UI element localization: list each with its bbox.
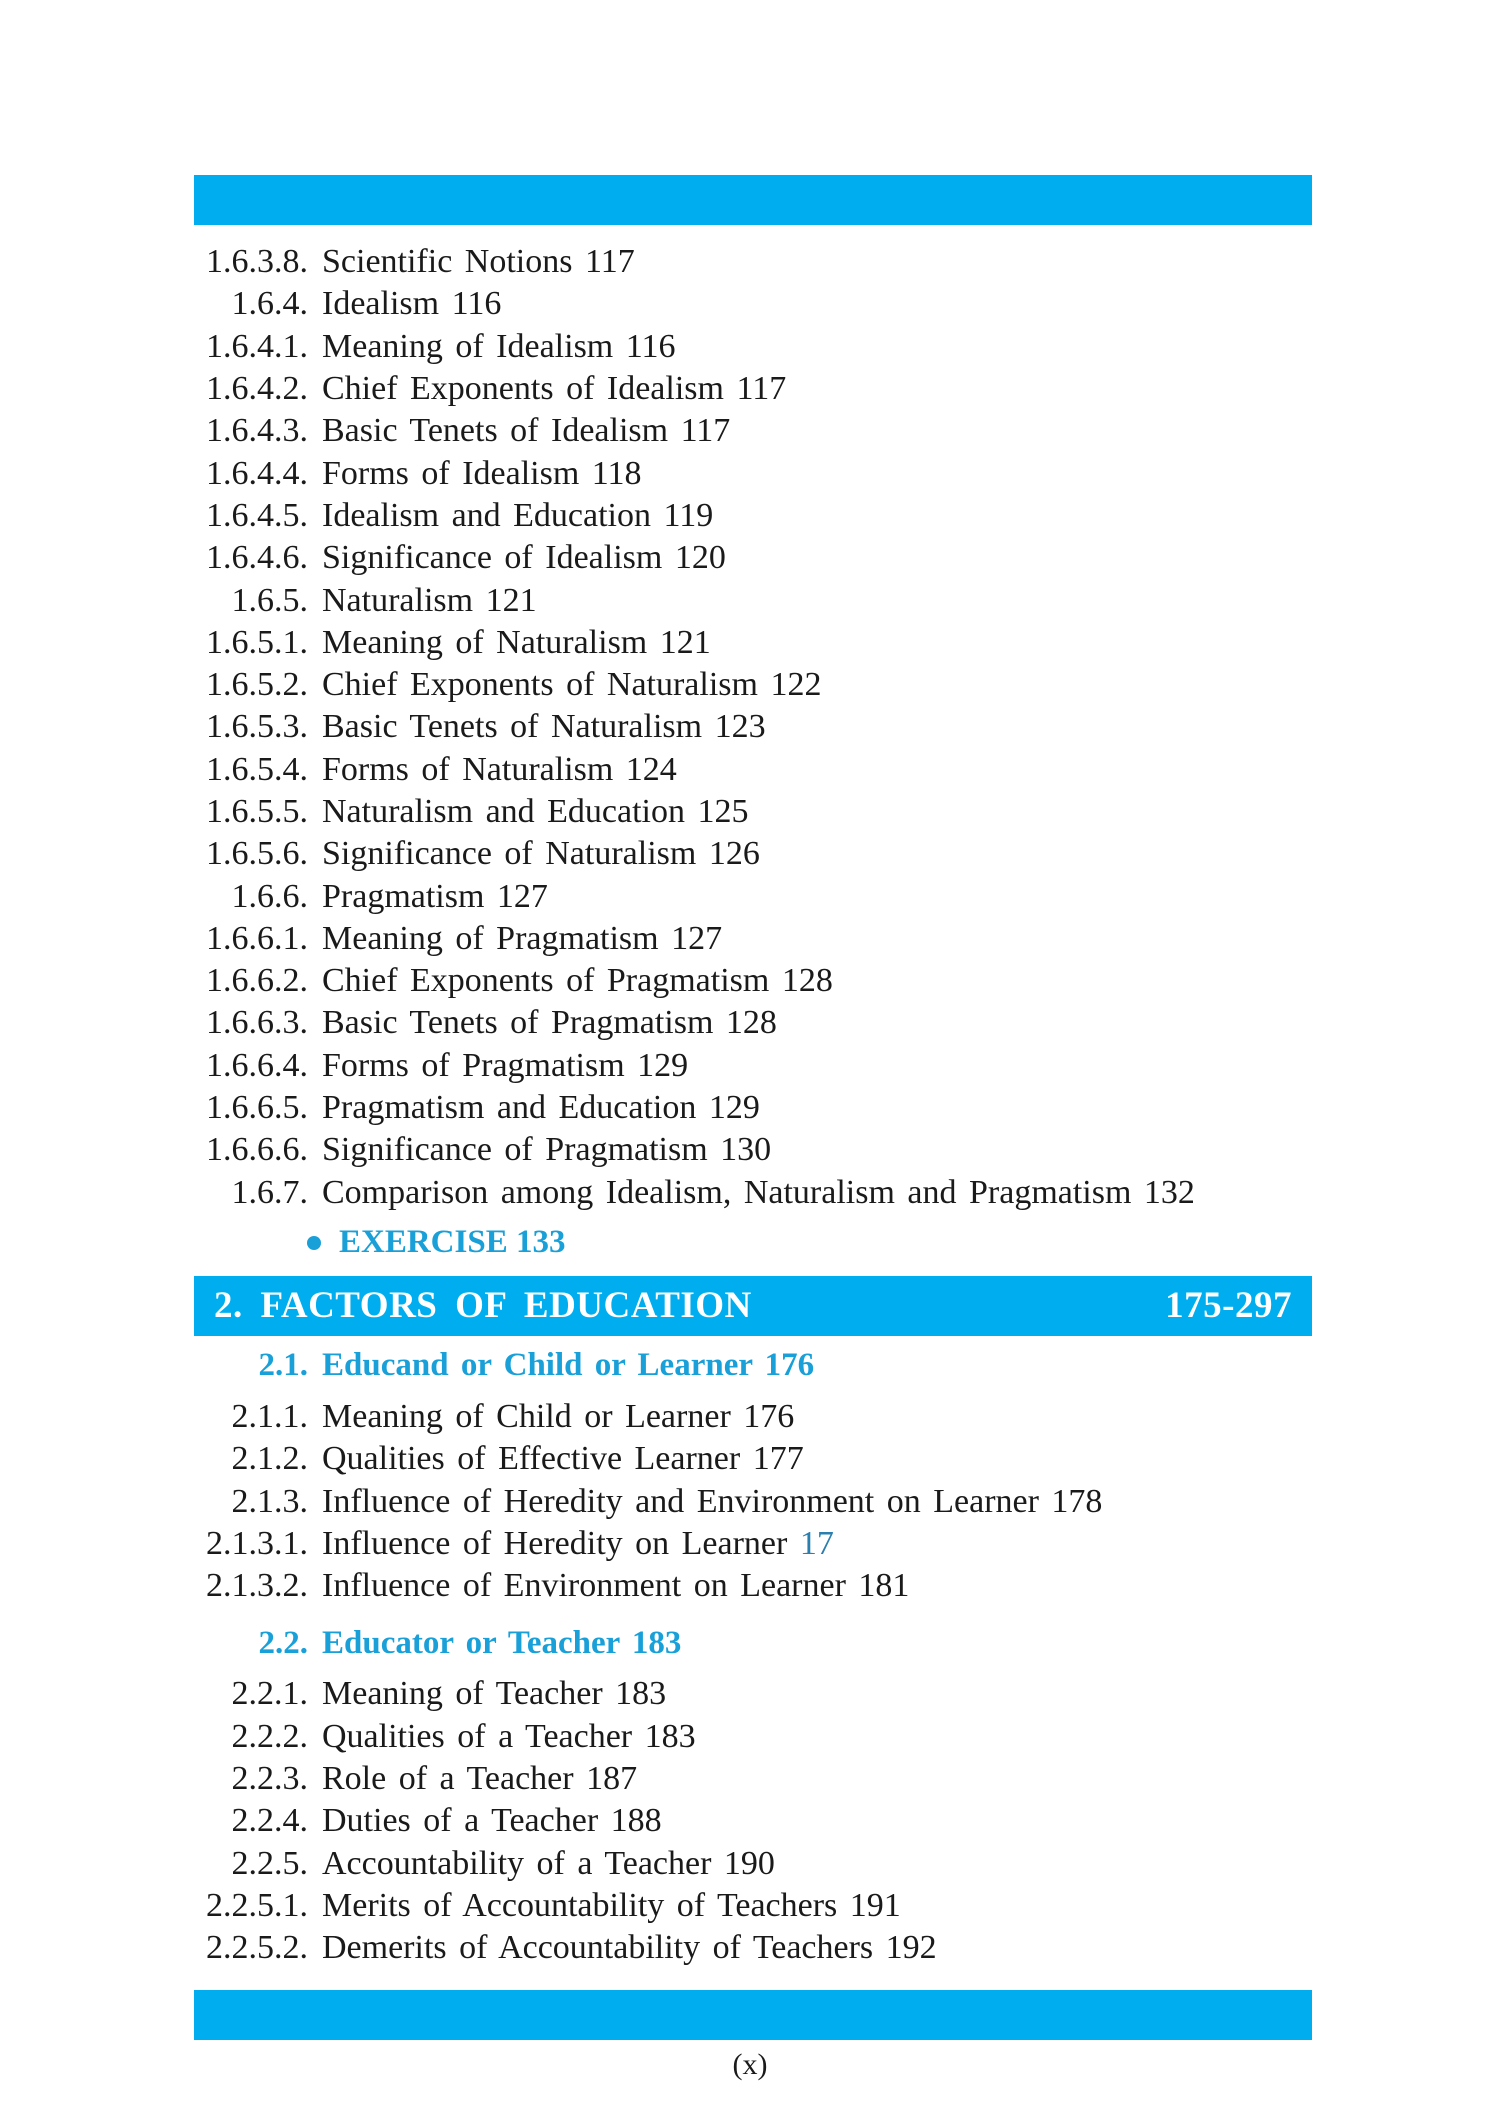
toc-entry[interactable] <box>0 918 1500 960</box>
entry-number: 2.2.2. <box>231 1717 308 1755</box>
entry-number: 1.6.6.5. <box>206 1089 308 1127</box>
entry-number: 2.1.3.1. <box>206 1524 308 1562</box>
entry-number: 2.2.5. <box>231 1844 308 1882</box>
toc-entry[interactable] <box>0 1480 1500 1522</box>
toc-entry[interactable] <box>0 1396 1500 1438</box>
entry-text: Forms of Idealism 118 <box>322 454 642 492</box>
entry-text: Pragmatism and Education 129 <box>322 1089 760 1127</box>
entry-number: 1.6.6.4. <box>206 1046 308 1084</box>
entry-number: 1.6.4. <box>231 285 308 323</box>
entry-number: 2.2.4. <box>231 1802 308 1840</box>
entry-number: 2.2.1. <box>231 1675 308 1713</box>
entry-number: 1.6.5. <box>231 581 308 619</box>
entry-number: 1.6.4.2. <box>206 370 308 408</box>
toc-entry[interactable] <box>0 1885 1500 1927</box>
toc-entry[interactable] <box>0 452 1500 494</box>
entry-number: 1.6.5.2. <box>206 666 308 704</box>
toc-entry[interactable] <box>0 706 1500 748</box>
entry-number: 1.6.5.4. <box>206 750 308 788</box>
entry-text: Influence of Heredity on Learner 17 <box>322 1524 834 1562</box>
toc-entry[interactable] <box>0 537 1500 579</box>
entry-text: Meaning of Idealism 116 <box>322 327 676 365</box>
entry-text: Qualities of a Teacher 183 <box>322 1717 696 1755</box>
top-color-bar <box>194 175 1312 225</box>
entry-text: Basic Tenets of Naturalism 123 <box>322 708 766 746</box>
table-of-contents <box>0 241 1500 1969</box>
entry-number: 2.1.3.2. <box>206 1567 308 1605</box>
toc-entry[interactable] <box>0 1129 1500 1171</box>
entry-text: Meaning of Teacher 183 <box>322 1675 667 1713</box>
entry-text: Influence of Heredity and Environment on Learner 178 <box>322 1482 1103 1520</box>
chapter-pages: 175-297 <box>1165 1285 1292 1327</box>
toc-entry[interactable] <box>0 1172 1500 1214</box>
entry-text: Forms of Naturalism 124 <box>322 750 677 788</box>
toc-entry[interactable] <box>0 1002 1500 1044</box>
entry-number: 1.6.6.3. <box>206 1004 308 1042</box>
toc-entry[interactable] <box>0 1673 1500 1715</box>
entry-number: 1.6.4.3. <box>206 412 308 450</box>
toc-entry[interactable] <box>0 1716 1500 1758</box>
toc-entry[interactable] <box>0 283 1500 325</box>
toc-entry[interactable] <box>0 1045 1500 1087</box>
section-heading[interactable] <box>0 1613 1500 1673</box>
chapter-title: 2. FACTORS OF EDUCATION <box>214 1285 752 1327</box>
toc-entry[interactable] <box>0 1927 1500 1969</box>
bullet-icon <box>307 1236 321 1250</box>
toc-entry[interactable] <box>0 1087 1500 1129</box>
toc-entry[interactable] <box>0 1843 1500 1885</box>
entry-number: 1.6.4.4. <box>206 454 308 492</box>
toc-entry[interactable] <box>0 1523 1500 1565</box>
toc-entry[interactable] <box>0 410 1500 452</box>
entry-text: Chief Exponents of Pragmatism 128 <box>322 962 833 1000</box>
entry-text: Accountability of a Teacher 190 <box>322 1844 775 1882</box>
toc-entry[interactable] <box>0 833 1500 875</box>
entry-number: 2.1.1. <box>231 1397 308 1435</box>
entry-number: 1.6.5.5. <box>206 793 308 830</box>
section-number: 2.2. <box>258 1624 308 1661</box>
exercise-entry[interactable] <box>0 1214 1500 1272</box>
entry-number: 1.6.4.5. <box>206 496 308 534</box>
entry-number: 1.6.3.8. <box>206 243 308 281</box>
entry-number: 2.2.5.2. <box>206 1929 308 1967</box>
entry-number: 2.1.3. <box>231 1482 308 1520</box>
entry-number: 1.6.4.6. <box>206 539 308 577</box>
entry-number: 2.2.5.1. <box>206 1886 308 1924</box>
toc-entry[interactable] <box>0 1800 1500 1842</box>
entry-number: 1.6.4.1. <box>206 327 308 365</box>
entry-text: Significance of Naturalism 126 <box>322 835 760 873</box>
entry-text: Basic Tenets of Pragmatism 128 <box>322 1004 777 1042</box>
entry-text: Chief Exponents of Naturalism 122 <box>322 666 822 704</box>
section-number: 2.1. <box>258 1347 308 1384</box>
entry-text: Influence of Environment on Learner 181 <box>322 1567 910 1605</box>
entry-text: Meaning of Pragmatism 127 <box>322 919 723 957</box>
section-title: Educator or Teacher 183 <box>322 1624 682 1661</box>
section-title: Educand or Child or Learner 176 <box>322 1347 815 1384</box>
toc-entry[interactable] <box>0 368 1500 410</box>
entry-text: Meaning of Naturalism 121 <box>322 623 711 661</box>
toc-entry[interactable] <box>0 791 1500 833</box>
toc-entry[interactable] <box>0 1758 1500 1800</box>
entry-text: Demerits of Accountability of Teachers 192 <box>322 1929 937 1967</box>
entry-text: Pragmatism 127 <box>322 877 548 915</box>
entry-text: Merits of Accountability of Teachers 191 <box>322 1886 901 1924</box>
entry-text: Role of a Teacher 187 <box>322 1760 638 1798</box>
entry-number: 2.2.3. <box>231 1760 308 1798</box>
entry-number: 1.6.6.2. <box>206 962 308 1000</box>
toc-entry[interactable] <box>0 622 1500 664</box>
entry-number: 1.6.5.3. <box>206 708 308 746</box>
toc-entry[interactable] <box>0 875 1500 917</box>
toc-entry[interactable] <box>0 960 1500 1002</box>
toc-entry[interactable] <box>0 1438 1500 1480</box>
toc-entry[interactable] <box>0 326 1500 368</box>
entry-text: Naturalism and Education 125 <box>322 793 749 830</box>
toc-entry[interactable] <box>0 579 1500 621</box>
entry-text: Comparison among Idealism, Naturalism and Pragmatism 132 <box>322 1173 1195 1211</box>
entry-text: Chief Exponents of Idealism 117 <box>322 370 787 408</box>
chapter-heading[interactable] <box>194 1276 1312 1336</box>
section-heading[interactable] <box>0 1336 1500 1396</box>
exercise-label: EXERCISE 133 <box>339 1224 566 1261</box>
entry-number: 1.6.5.1. <box>206 623 308 661</box>
entry-text: Idealism and Education 119 <box>322 496 714 534</box>
entry-text: Basic Tenets of Idealism 117 <box>322 412 731 450</box>
toc-entry[interactable] <box>0 749 1500 791</box>
bottom-color-bar <box>194 1990 1312 2040</box>
toc-entry[interactable] <box>0 1565 1500 1607</box>
entry-number: 2.1.2. <box>231 1440 308 1478</box>
entry-text: Idealism 116 <box>322 285 502 323</box>
entry-number: 1.6.6.1. <box>206 919 308 957</box>
entry-text: Duties of a Teacher 188 <box>322 1802 662 1840</box>
entry-text: Significance of Pragmatism 130 <box>322 1131 772 1169</box>
entry-text: Significance of Idealism 120 <box>322 539 726 577</box>
page-number: (x) <box>732 2048 768 2081</box>
entry-number: 1.6.7. <box>231 1173 308 1211</box>
entry-text: Naturalism 121 <box>322 581 537 619</box>
toc-entry[interactable] <box>0 495 1500 537</box>
toc-entry[interactable] <box>0 664 1500 706</box>
entry-page: 17 <box>799 1524 834 1562</box>
entry-number: 1.6.6. <box>231 877 308 915</box>
toc-entry[interactable] <box>0 241 1500 283</box>
entry-number: 1.6.5.6. <box>206 835 308 873</box>
entry-text: Scientific Notions 117 <box>322 243 635 281</box>
entry-text: Meaning of Child or Learner 176 <box>322 1397 795 1435</box>
entry-text: Forms of Pragmatism 129 <box>322 1046 689 1084</box>
entry-text: Qualities of Effective Learner 177 <box>322 1440 804 1478</box>
entry-number: 1.6.6.6. <box>206 1131 308 1169</box>
